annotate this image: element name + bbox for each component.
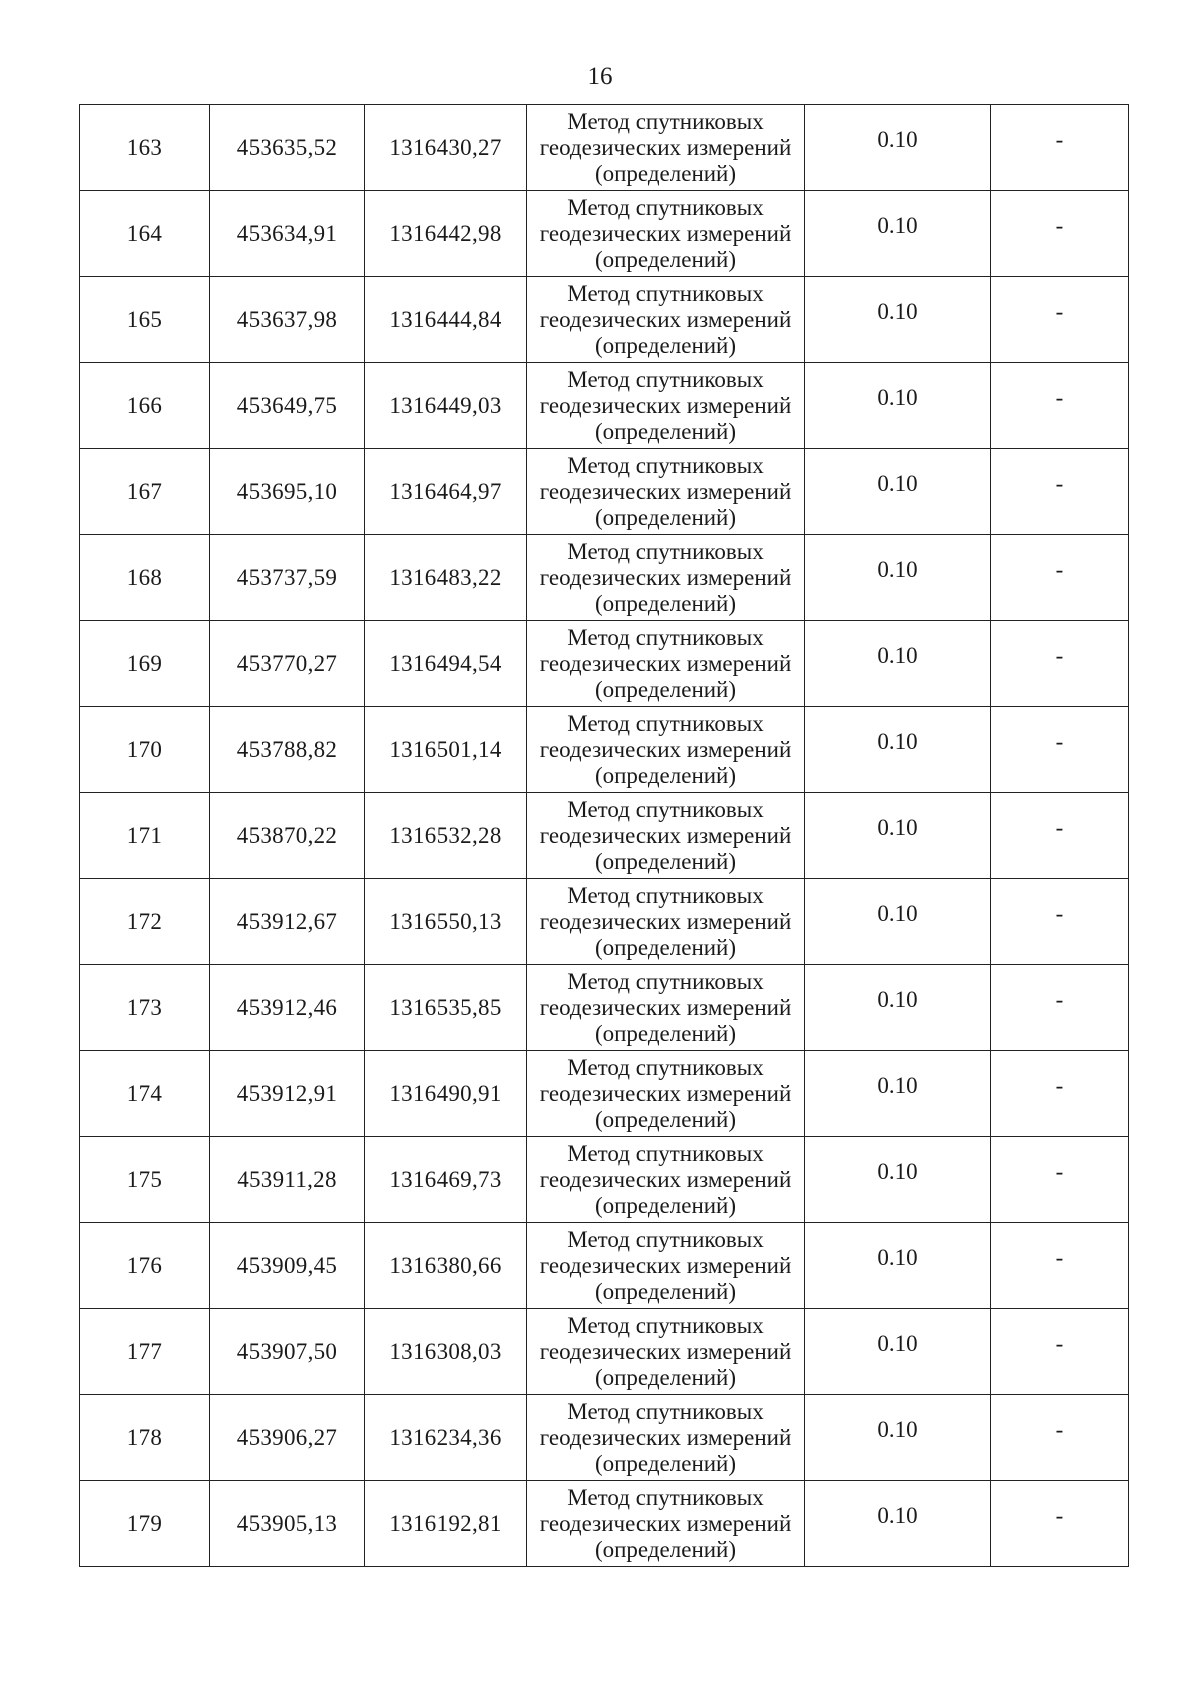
x-coordinate-cell: 453788,82 [210, 707, 365, 793]
precision-value: 0.10 [877, 556, 918, 582]
point-number-cell: 169 [80, 621, 210, 707]
method-cell [527, 1309, 805, 1395]
method-cell [527, 621, 805, 707]
precision-cell [805, 1051, 991, 1137]
y-coordinate-cell: 1316442,98 [365, 191, 527, 277]
note-value: - [1055, 1072, 1064, 1098]
precision-value: 0.10 [877, 1244, 918, 1270]
y-coordinate-cell: 1316532,28 [365, 793, 527, 879]
precision-value: 0.10 [877, 212, 918, 238]
method-text-line: геодезических измерений [539, 908, 792, 934]
method-text-line: (определений) [594, 590, 737, 616]
note-value: - [1055, 470, 1064, 496]
method-text-line: геодезических измерений [539, 134, 792, 160]
method-text-line: геодезических измерений [539, 1424, 792, 1450]
x-coordinate-cell: 453912,67 [210, 879, 365, 965]
method-cell [527, 191, 805, 277]
note-value: - [1055, 900, 1064, 926]
note-cell [991, 707, 1129, 793]
page-number: 16 [587, 63, 613, 90]
note-value: - [1055, 1416, 1064, 1442]
x-coordinate-cell: 453912,46 [210, 965, 365, 1051]
note-cell [991, 621, 1129, 707]
method-text-line: геодезических измерений [539, 650, 792, 676]
precision-value: 0.10 [877, 986, 918, 1012]
note-value: - [1055, 642, 1064, 668]
method-text-line: Метод спутниковых [567, 1484, 764, 1510]
note-value: - [1055, 1244, 1064, 1270]
method-cell [527, 277, 805, 363]
note-value: - [1055, 126, 1064, 152]
method-cell [527, 105, 805, 191]
point-number-cell: 168 [80, 535, 210, 621]
point-number-cell: 174 [80, 1051, 210, 1137]
precision-cell [805, 277, 991, 363]
point-number-cell: 178 [80, 1395, 210, 1481]
table-row [80, 1051, 1129, 1137]
method-text-line: геодезических измерений [539, 478, 792, 504]
method-text-line: Метод спутниковых [567, 452, 764, 478]
note-cell [991, 1051, 1129, 1137]
method-text-line: (определений) [594, 1192, 737, 1218]
table-row [80, 449, 1129, 535]
method-text-line: геодезических измерений [539, 1252, 792, 1278]
point-number-cell: 167 [80, 449, 210, 535]
method-text-line: (определений) [594, 418, 737, 444]
point-number-cell: 179 [80, 1481, 210, 1567]
method-text-line: геодезических измерений [539, 564, 792, 590]
precision-value: 0.10 [877, 298, 918, 324]
coordinates-table [79, 104, 1129, 1567]
table-row [80, 1309, 1129, 1395]
method-text-line: геодезических измерений [539, 736, 792, 762]
table-row [80, 1137, 1129, 1223]
method-text-line: (определений) [594, 160, 737, 186]
precision-cell [805, 449, 991, 535]
y-coordinate-cell: 1316430,27 [365, 105, 527, 191]
precision-value: 0.10 [877, 814, 918, 840]
method-text-line: Метод спутниковых [567, 796, 764, 822]
note-cell [991, 1223, 1129, 1309]
y-coordinate-cell: 1316449,03 [365, 363, 527, 449]
note-value: - [1055, 1502, 1064, 1528]
method-text-line: Метод спутниковых [567, 366, 764, 392]
note-cell [991, 1481, 1129, 1567]
y-coordinate-cell: 1316483,22 [365, 535, 527, 621]
y-coordinate-cell: 1316469,73 [365, 1137, 527, 1223]
method-text-line: (определений) [594, 934, 737, 960]
y-coordinate-cell: 1316192,81 [365, 1481, 527, 1567]
method-text-line: геодезических измерений [539, 822, 792, 848]
method-text-line: (определений) [594, 332, 737, 358]
note-cell [991, 965, 1129, 1051]
method-text-line: (определений) [594, 762, 737, 788]
precision-value: 0.10 [877, 1502, 918, 1528]
method-cell [527, 965, 805, 1051]
x-coordinate-cell: 453909,45 [210, 1223, 365, 1309]
table-row [80, 621, 1129, 707]
method-text-line: геодезических измерений [539, 392, 792, 418]
method-cell [527, 1051, 805, 1137]
x-coordinate-cell: 453695,10 [210, 449, 365, 535]
method-text-line: Метод спутниковых [567, 882, 764, 908]
y-coordinate-cell: 1316308,03 [365, 1309, 527, 1395]
x-coordinate-cell: 453906,27 [210, 1395, 365, 1481]
table-row [80, 363, 1129, 449]
table-row [80, 707, 1129, 793]
note-cell [991, 191, 1129, 277]
precision-cell [805, 707, 991, 793]
note-cell [991, 277, 1129, 363]
y-coordinate-cell: 1316464,97 [365, 449, 527, 535]
y-coordinate-cell: 1316234,36 [365, 1395, 527, 1481]
method-text-line: (определений) [594, 504, 737, 530]
method-cell [527, 535, 805, 621]
method-text-line: Метод спутниковых [567, 1312, 764, 1338]
precision-value: 0.10 [877, 384, 918, 410]
point-number-cell: 172 [80, 879, 210, 965]
precision-cell [805, 621, 991, 707]
y-coordinate-cell: 1316501,14 [365, 707, 527, 793]
note-cell [991, 535, 1129, 621]
method-text-line: Метод спутниковых [567, 538, 764, 564]
y-coordinate-cell: 1316490,91 [365, 1051, 527, 1137]
point-number-cell: 173 [80, 965, 210, 1051]
method-text-line: геодезических измерений [539, 994, 792, 1020]
y-coordinate-cell: 1316444,84 [365, 277, 527, 363]
method-cell [527, 1395, 805, 1481]
table-row [80, 1481, 1129, 1567]
note-cell [991, 1395, 1129, 1481]
method-text-line: геодезических измерений [539, 220, 792, 246]
x-coordinate-cell: 453905,13 [210, 1481, 365, 1567]
method-text-line: Метод спутниковых [567, 280, 764, 306]
note-cell [991, 793, 1129, 879]
precision-value: 0.10 [877, 900, 918, 926]
method-text-line: Метод спутниковых [567, 624, 764, 650]
table-row [80, 1223, 1129, 1309]
precision-value: 0.10 [877, 1158, 918, 1184]
method-text-line: Метод спутниковых [567, 968, 764, 994]
method-cell [527, 707, 805, 793]
note-value: - [1055, 728, 1064, 754]
method-text-line: (определений) [594, 1278, 737, 1304]
point-number-cell: 165 [80, 277, 210, 363]
method-text-line: (определений) [594, 1536, 737, 1562]
point-number-cell: 170 [80, 707, 210, 793]
note-cell [991, 449, 1129, 535]
x-coordinate-cell: 453634,91 [210, 191, 365, 277]
precision-value: 0.10 [877, 470, 918, 496]
note-value: - [1055, 986, 1064, 1012]
method-text-line: геодезических измерений [539, 1510, 792, 1536]
x-coordinate-cell: 453737,59 [210, 535, 365, 621]
method-cell [527, 793, 805, 879]
y-coordinate-cell: 1316380,66 [365, 1223, 527, 1309]
point-number-cell: 175 [80, 1137, 210, 1223]
precision-cell [805, 363, 991, 449]
note-cell [991, 879, 1129, 965]
note-value: - [1055, 298, 1064, 324]
method-cell [527, 1137, 805, 1223]
note-value: - [1055, 556, 1064, 582]
table-row [80, 879, 1129, 965]
method-text-line: Метод спутниковых [567, 1226, 764, 1252]
precision-value: 0.10 [877, 1416, 918, 1442]
note-cell [991, 363, 1129, 449]
note-value: - [1055, 1158, 1064, 1184]
note-cell [991, 1137, 1129, 1223]
y-coordinate-cell: 1316535,85 [365, 965, 527, 1051]
table-row [80, 535, 1129, 621]
x-coordinate-cell: 453870,22 [210, 793, 365, 879]
precision-cell [805, 1309, 991, 1395]
precision-cell [805, 1481, 991, 1567]
precision-cell [805, 965, 991, 1051]
point-number-cell: 166 [80, 363, 210, 449]
method-text-line: геодезических измерений [539, 1338, 792, 1364]
method-text-line: (определений) [594, 1020, 737, 1046]
method-cell [527, 449, 805, 535]
method-text-line: геодезических измерений [539, 1166, 792, 1192]
table-row [80, 1395, 1129, 1481]
method-text-line: Метод спутниковых [567, 1140, 764, 1166]
precision-cell [805, 105, 991, 191]
table-row [80, 191, 1129, 277]
note-cell [991, 1309, 1129, 1395]
y-coordinate-cell: 1316550,13 [365, 879, 527, 965]
method-cell [527, 1481, 805, 1567]
x-coordinate-cell: 453911,28 [210, 1137, 365, 1223]
x-coordinate-cell: 453912,91 [210, 1051, 365, 1137]
point-number-cell: 176 [80, 1223, 210, 1309]
table-row [80, 965, 1129, 1051]
method-text-line: (определений) [594, 1364, 737, 1390]
point-number-cell: 163 [80, 105, 210, 191]
method-text-line: геодезических измерений [539, 1080, 792, 1106]
precision-cell [805, 191, 991, 277]
method-text-line: Метод спутниковых [567, 1398, 764, 1424]
method-cell [527, 879, 805, 965]
point-number-cell: 164 [80, 191, 210, 277]
precision-value: 0.10 [877, 728, 918, 754]
precision-value: 0.10 [877, 642, 918, 668]
method-cell [527, 363, 805, 449]
method-text-line: (определений) [594, 1106, 737, 1132]
table-row [80, 793, 1129, 879]
y-coordinate-cell: 1316494,54 [365, 621, 527, 707]
precision-value: 0.10 [877, 1072, 918, 1098]
method-text-line: (определений) [594, 676, 737, 702]
x-coordinate-cell: 453770,27 [210, 621, 365, 707]
precision-cell [805, 793, 991, 879]
precision-cell [805, 1137, 991, 1223]
precision-value: 0.10 [877, 1330, 918, 1356]
note-value: - [1055, 384, 1064, 410]
table-row [80, 277, 1129, 363]
coordinates-table-body [80, 105, 1129, 1567]
method-text-line: (определений) [594, 1450, 737, 1476]
x-coordinate-cell: 453637,98 [210, 277, 365, 363]
method-text-line: Метод спутниковых [567, 108, 764, 134]
note-value: - [1055, 1330, 1064, 1356]
x-coordinate-cell: 453907,50 [210, 1309, 365, 1395]
note-cell [991, 105, 1129, 191]
method-cell [527, 1223, 805, 1309]
x-coordinate-cell: 453635,52 [210, 105, 365, 191]
method-text-line: Метод спутниковых [567, 710, 764, 736]
precision-cell [805, 535, 991, 621]
method-text-line: геодезических измерений [539, 306, 792, 332]
note-value: - [1055, 814, 1064, 840]
precision-cell [805, 1395, 991, 1481]
precision-cell [805, 879, 991, 965]
table-row [80, 105, 1129, 191]
precision-value: 0.10 [877, 126, 918, 152]
x-coordinate-cell: 453649,75 [210, 363, 365, 449]
point-number-cell: 177 [80, 1309, 210, 1395]
point-number-cell: 171 [80, 793, 210, 879]
method-text-line: (определений) [594, 848, 737, 874]
method-text-line: Метод спутниковых [567, 1054, 764, 1080]
note-value: - [1055, 212, 1064, 238]
precision-cell [805, 1223, 991, 1309]
method-text-line: Метод спутниковых [567, 194, 764, 220]
method-text-line: (определений) [594, 246, 737, 272]
